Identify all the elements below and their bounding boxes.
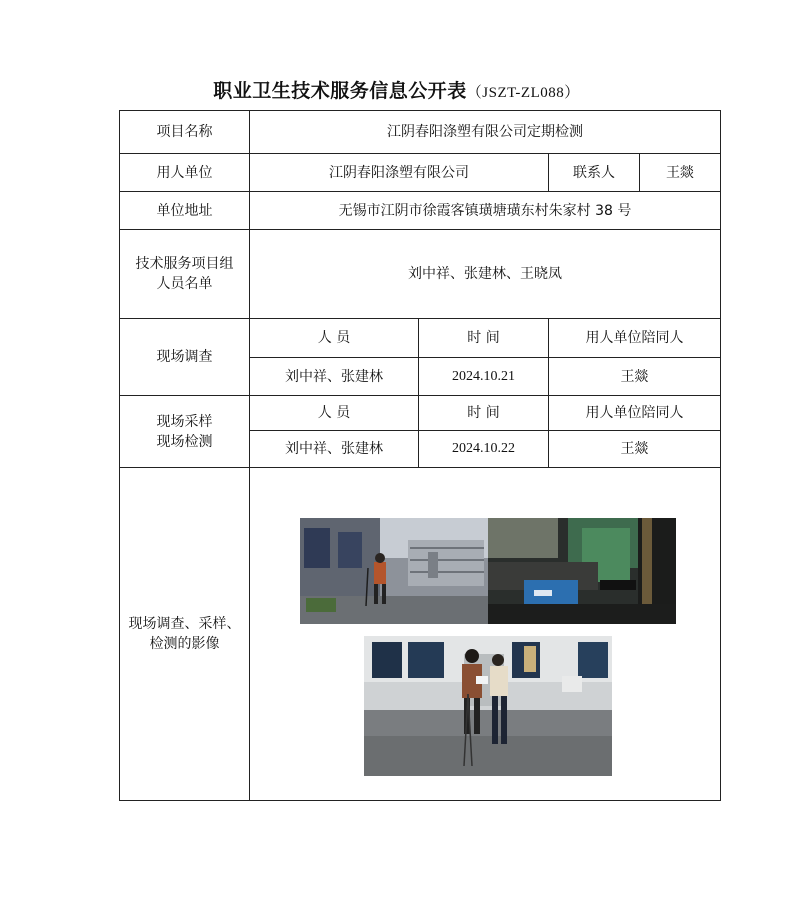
- survey-col-time: 时 间: [419, 319, 549, 358]
- row-project: [120, 111, 721, 154]
- sampling-date: 2024.10.22: [419, 431, 549, 468]
- title-code: （JSZT-ZL088）: [466, 85, 580, 101]
- row-sampling-header: [120, 396, 721, 431]
- photo-personnel-review: [364, 636, 612, 776]
- survey-col-personnel: 人 员: [250, 319, 419, 358]
- row-survey-header: [120, 319, 721, 358]
- sampling-col-time: 时 间: [419, 396, 549, 431]
- employer-label: 用人单位: [120, 154, 250, 192]
- photo-area: [254, 468, 724, 800]
- sampling-col-escort: 用人单位陪同人: [549, 396, 721, 431]
- survey-label: 现场调查: [120, 319, 250, 396]
- sampling-personnel: 刘中祥、张建林: [250, 431, 419, 468]
- project-label: 项目名称: [120, 111, 250, 154]
- contact-value: 王燚: [640, 154, 721, 192]
- contact-label: 联系人: [549, 154, 640, 192]
- team-label: [120, 230, 250, 319]
- images-label-line1: 现场调查、采样、: [128, 616, 241, 632]
- photo-workshop-detection: [488, 518, 676, 624]
- address-value: 无锡市江阴市徐霞客镇璜塘璜东村朱家村 38 号: [250, 192, 721, 230]
- survey-date: 2024.10.21: [419, 358, 549, 396]
- survey-personnel: 刘中祥、张建林: [250, 358, 419, 396]
- images-label-line2: 检测的影像: [149, 636, 220, 652]
- team-value: 刘中祥、张建林、王晓凤: [250, 230, 721, 319]
- images-label: [120, 468, 250, 801]
- row-employer: [120, 154, 721, 192]
- sampling-col-personnel: 人 员: [250, 396, 419, 431]
- team-label-line1: 技术服务项目组: [135, 256, 234, 272]
- sampling-label-line1: 现场采样: [156, 413, 213, 430]
- project-value: 江阴春阳涤塑有限公司定期检测: [250, 111, 721, 154]
- document-title: [0, 76, 793, 103]
- photo-gate-survey: [300, 518, 488, 624]
- survey-col-escort: 用人单位陪同人: [549, 319, 721, 358]
- survey-escort: 王燚: [549, 358, 721, 396]
- sampling-label-line2: 现场检测: [156, 433, 213, 450]
- title-main: 职业卫生技术服务信息公开表: [213, 80, 467, 102]
- sampling-escort: 王燚: [549, 431, 721, 468]
- address-label: 单位地址: [120, 192, 250, 230]
- employer-value: 江阴春阳涤塑有限公司: [250, 154, 549, 192]
- row-team: [120, 230, 721, 319]
- images-cell: [250, 468, 721, 801]
- team-label-line2: 人员名单: [156, 276, 213, 292]
- info-table: [119, 110, 721, 801]
- row-images: [120, 468, 721, 801]
- sampling-label: [120, 396, 250, 468]
- row-address: [120, 192, 721, 230]
